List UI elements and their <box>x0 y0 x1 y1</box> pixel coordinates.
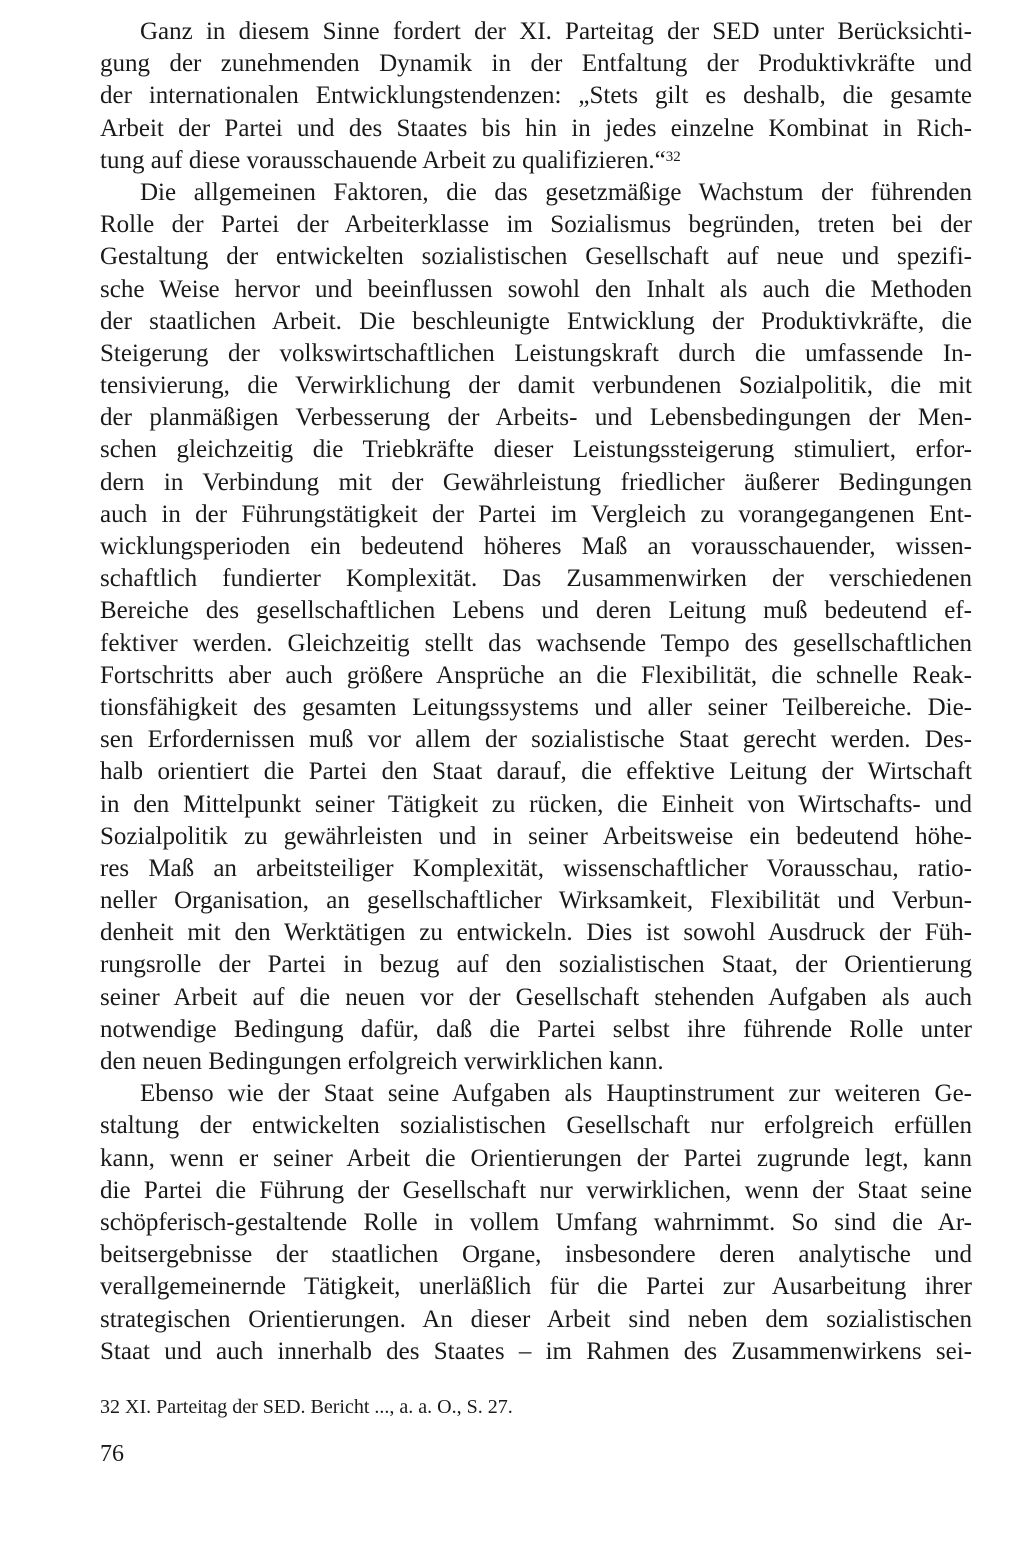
text-line: kann, wenn er seiner Arbeit die Orientierungen der Partei zugrunde legt, kann <box>100 1144 972 1172</box>
text-line: der planmäßigen Verbesserung der Arbeits- und Lebensbedingungen der Men- <box>100 404 972 432</box>
text-line: Staat und auch innerhalb des Staates – im Rahmen des Zusammenwirkens sei- <box>100 1337 972 1365</box>
footnote: 32 XI. Parteitag der SED. Bericht ..., a. a. O., S. 27. <box>100 1396 513 1419</box>
text-line: sen Erfordernissen muß vor allem der sozialistische Staat gerecht werden. Des- <box>100 726 972 754</box>
text-line: beitsergebnisse der staatlichen Organe, insbesondere deren analytische und <box>100 1241 972 1269</box>
text-line: neller Organisation, an gesellschaftlicher Wirksamkeit, Flexibilität und Verbun- <box>100 887 972 915</box>
text-line: schöpferisch-gestaltende Rolle in vollem Umfang wahrnimmt. So sind die Ar- <box>100 1208 972 1236</box>
text-line: der internationalen Entwicklungstendenzen: „Stets gilt es deshalb, die gesamte <box>100 82 972 110</box>
body-text <box>100 16 972 1368</box>
text-line: Steigerung der volkswirtschaftlichen Leistungskraft durch die umfassende In- <box>100 339 972 367</box>
text-line: tung auf diese vorausschauende Arbeit zu qualifizieren.“$^{32}$ <box>100 146 681 174</box>
text-line: rungsrolle der Partei in bezug auf den sozialistischen Staat, der Orientierung <box>100 951 972 979</box>
text-line: dern in Verbindung mit der Gewährleistung friedlicher äußerer Bedingungen <box>100 468 972 496</box>
text-line: Ebenso wie der Staat seine Aufgaben als Hauptinstrument zur weiteren Ge- <box>140 1080 972 1108</box>
text-line: der staatlichen Arbeit. Die beschleunigte Entwicklung der Produktivkräfte, die <box>100 307 972 335</box>
text-line: seiner Arbeit auf die neuen vor der Gesellschaft stehenden Aufgaben als auch <box>100 983 972 1011</box>
text-line: Arbeit der Partei und des Staates bis hin in jedes einzelne Kombinat in Rich- <box>100 114 972 142</box>
text-line: tionsfähigkeit des gesamten Leitungssystems und aller seiner Teilbereiche. Die- <box>100 693 972 721</box>
text-line: Bereiche des gesellschaftlichen Lebens und deren Leitung muß bedeutend ef- <box>100 597 972 625</box>
text-line: denheit mit den Werktätigen zu entwickeln. Dies ist sowohl Ausdruck der Füh- <box>100 919 972 947</box>
text-line: verallgemeinernde Tätigkeit, unerläßlich für die Partei zur Ausarbeitung ihrer <box>100 1273 972 1301</box>
text-line: Die allgemeinen Faktoren, die das gesetzmäßige Wachstum der führenden <box>140 178 972 206</box>
text-line: Fortschritts aber auch größere Ansprüche an die Flexibilität, die schnelle Reak- <box>100 661 972 689</box>
footnote-reference: 32 <box>665 148 681 165</box>
text-line: in den Mittelpunkt seiner Tätigkeit zu rücken, die Einheit von Wirtschafts- und <box>100 790 972 818</box>
text-line: schaftlich fundierter Komplexität. Das Zusammenwirken der verschiedenen <box>100 565 972 593</box>
text-line: auch in der Führungstätigkeit der Partei im Vergleich zu vorangegangenen Ent- <box>100 500 972 528</box>
text-line: Gestaltung der entwickelten sozialistischen Gesellschaft auf neue und spezifi- <box>100 243 972 271</box>
text-line: Rolle der Partei der Arbeiterklasse im Sozialismus begründen, treten bei der <box>100 211 972 239</box>
text-line: notwendige Bedingung dafür, daß die Partei selbst ihre führende Rolle unter <box>100 1015 972 1043</box>
text-line: strategischen Orientierungen. An dieser Arbeit sind neben dem sozialistischen <box>100 1305 972 1333</box>
page-number: 76 <box>100 1441 124 1468</box>
text-line: den neuen Bedingungen erfolgreich verwirklichen kann. <box>100 1048 664 1075</box>
text-line: Ganz in diesem Sinne fordert der XI. Parteitag der SED unter Berücksichti- <box>140 18 972 45</box>
text-line: res Maß an arbeitsteiliger Komplexität, wissenschaftlicher Vorausschau, ratio- <box>100 854 972 882</box>
text-line: die Partei die Führung der Gesellschaft nur verwirklichen, wenn der Staat seine <box>100 1176 972 1204</box>
text-line: wicklungsperioden ein bedeutend höheres Maß an vorausschauender, wissen- <box>100 533 972 560</box>
text-line: tensivierung, die Verwirklichung der damit verbundenen Sozialpolitik, die mit <box>100 372 972 400</box>
text-line: Sozialpolitik zu gewährleisten und in seiner Arbeitsweise ein bedeutend höhe- <box>100 822 972 850</box>
text-line: schen gleichzeitig die Triebkräfte dieser Leistungssteigerung stimuliert, erfor- <box>100 436 972 464</box>
text-line: staltung der entwickelten sozialistischen Gesellschaft nur erfolgreich erfüllen <box>100 1112 972 1140</box>
text-line: halb orientiert die Partei den Staat darauf, die effektive Leitung der Wirtschaft <box>100 758 972 786</box>
text-line: gung der zunehmenden Dynamik in der Entfaltung der Produktivkräfte und <box>100 50 972 78</box>
text-line: fektiver werden. Gleichzeitig stellt das wachsende Tempo des gesellschaftlichen <box>100 629 972 657</box>
text-line: sche Weise hervor und beeinflussen sowohl den Inhalt als auch die Methoden <box>100 275 972 303</box>
